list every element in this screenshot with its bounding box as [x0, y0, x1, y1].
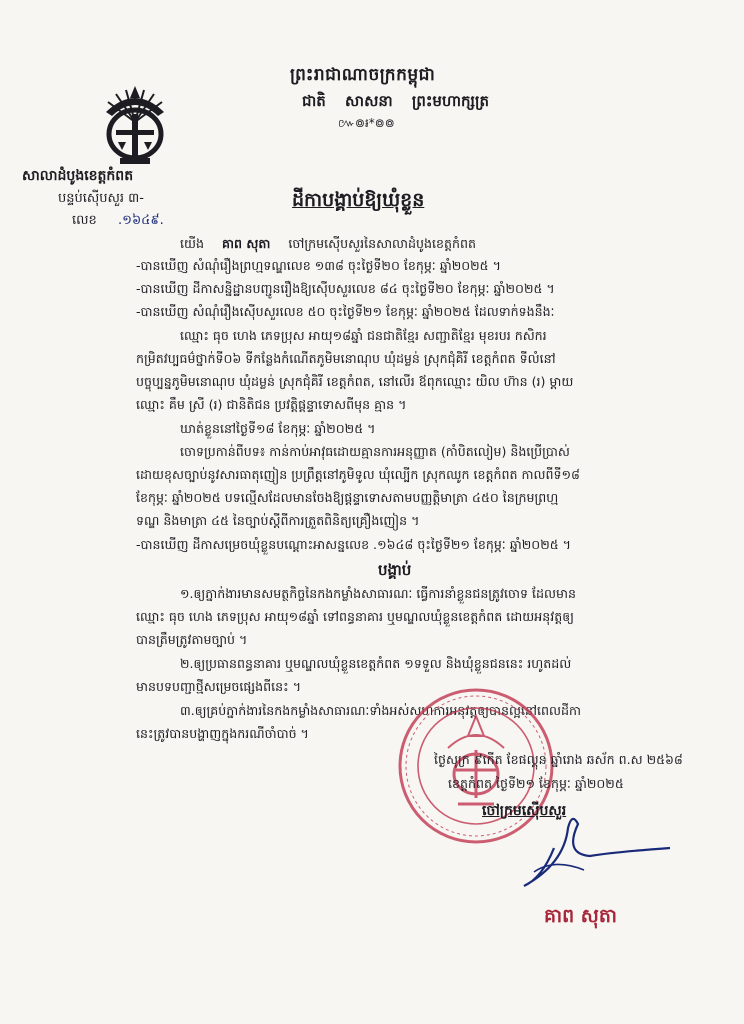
- person-line: ឈ្មោះ ធុច ហេង ភេទប្រុស អាយុ១៨ឆ្នាំ ជនជាតិខ្មែរ សញ្ជាតិខ្មែរ មុខរបរ កសិករ: [180, 328, 547, 343]
- signer-name: គាព សុតា: [544, 905, 617, 927]
- intro-rest: ចៅក្រមស៊ើបសួរនៃសាលាដំបូងខេត្តកំពត: [288, 236, 476, 251]
- judge-name: គាព សុតា: [222, 236, 271, 251]
- order-line: ១.ឲ្យភ្នាក់ងារមានសមត្ថកិច្ចនៃកងកម្លាំងសាធារណៈ ធ្វើការនាំខ្លួនជនត្រូវចោទ ដែលមាន: [180, 586, 577, 601]
- consideration-line: -បានឃើញ ដីកាសន្និដ្ឋានបញ្ជូនរឿងឱ្យស៊ើបសួរលេខ ៨៤ ចុះថ្ងៃទី២០ ខែកុម្ភៈ ឆ្នាំ២០២៥ ។: [136, 281, 555, 296]
- document-number: .១៦៤៩.: [118, 213, 164, 228]
- signature-icon: [494, 808, 674, 890]
- person-line: ឈ្មោះ គឹម ស្រី (រ) ជានិតិជន ប្រវត្តិផ្ដន្ទាទោសពីមុន គ្មាន ។: [136, 397, 407, 412]
- kingdom-header: ព្រះរាជាណាចក្រកម្ពុជា: [290, 65, 436, 85]
- motto-header: ជាតិ សាសនា ព្រះមហាក្សត្រ: [302, 92, 489, 110]
- issuing-office: បន្ទប់ស៊ើបសួរ ៣-: [58, 191, 144, 206]
- consideration-line: -បានឃើញ សំណុំរឿងស៊ើបសួរលេខ ៥០ ចុះថ្ងៃទី២១ ខែកុម្ភៈ ឆ្នាំ២០២៥ ដែលទាក់ទងនឹងៈ: [136, 304, 555, 319]
- order-line: នេះត្រូវបានបង្ហាញក្នុងករណីចាំបាច់ ។: [136, 726, 309, 741]
- charge-line: ទណ្ឌ និងមាត្រា ៤៥ នៃច្បាប់ស្ដីពីការត្រួតពិនិត្យគ្រឿងញៀន ។: [136, 513, 420, 528]
- signer-title: ចៅក្រមស៊ើបសួរ: [482, 803, 567, 819]
- issuing-court: សាលាដំបូងខេត្តកំពត: [22, 168, 134, 184]
- court-emblem-icon: [96, 82, 174, 168]
- order-line: ឈ្មោះ ធុច ហេង ភេទប្រុស អាយុ១៨ឆ្នាំ ទៅពន្ធនាគារ ឬមណ្ឌលឃុំខ្លួនខេត្តកំពត ដោយអនុវត្តឲ្យ: [136, 609, 574, 624]
- person-line: កម្រិតវប្បធម៌ថ្នាក់ទី០៦ ទីកន្លែងកំណើតភូមិមនោណុប ឃុំដម្លន់ ស្រុកជុំគិរី ខេត្តកំពត ទីលំនៅ: [136, 351, 556, 366]
- we-label: យើង: [180, 236, 204, 251]
- order-line: ៣.ឲ្យគ្រប់ភ្នាក់ងារនៃកងកម្លាំងសាធារណៈទាំងអស់សហការអនុវត្តឲ្យបានល្អនៅពេលដីកា: [180, 703, 581, 718]
- consideration-line: -បានឃើញ សំណុំរឿងព្រហ្មទណ្ឌលេខ ១៣៨ ចុះថ្ងៃទី២០ ខែកុម្ភៈ ឆ្នាំ២០២៥ ។: [136, 258, 501, 273]
- page-title: ដីកាបង្គាប់ឱ្យឃុំខ្លួន: [292, 189, 425, 211]
- charge-line: ដោយខុសច្បាប់នូវសារធាតុញៀន ប្រព្រឹត្តនៅភូមិទូល ឃុំល្បើក ស្រុកឈូក ខេត្តកំពត កាលពីទី១៨: [136, 467, 580, 482]
- order-line: ២.ឲ្យប្រធានពន្ធនាគារ ឬមណ្ឌលឃុំខ្លួនខេត្តកំពត ១ទទួល និងឃុំខ្លួនជននេះ រហូតដល់: [180, 656, 572, 671]
- arrest-line: ឃាត់ខ្លួននៅថ្ងៃទី១៨ ខែកុម្ភៈ ឆ្នាំ២០២៥ ។: [180, 421, 376, 436]
- intro-line: [180, 236, 476, 252]
- last-consideration: -បានឃើញ ដីកាសម្រេចឃុំខ្លួនបណ្តោះអាសន្នលេខ .១៦៤៨ ចុះថ្ងៃទី២១ ខែកុម្ភៈ ឆ្នាំ២០២៥ ។: [136, 537, 571, 552]
- order-heading: បង្គាប់: [378, 561, 412, 579]
- charge-line: ចោទប្រកាន់ពីបទ៖ កាន់កាប់អាវុធដោយគ្មានការអនុញ្ញាត (កាំបិតលៀម) និងប្រើប្រាស់: [180, 444, 570, 459]
- header-ornament: ៚៙៛*៙៙: [338, 116, 395, 130]
- date-lunar: ថ្ងៃសុក្រ ៩កើត ខែផល្គុន ឆ្នាំរោង ឆស័ក ព.ស ២៥៦៨: [434, 752, 683, 767]
- charge-line: ខែកុម្ភៈ ឆ្នាំ២០២៥ បទល្មើសដែលមានចែងឱ្យផ្តន្ទាទោសតាមបញ្ញត្តិមាត្រា ៤៥០ នៃក្រមព្រហ្ម: [136, 490, 559, 505]
- date-solar: ខេត្តកំពត ថ្ងៃទី២១ ខែកុម្ភៈ ឆ្នាំ២០២៥: [448, 776, 624, 791]
- person-line: បច្ចុប្បន្នភូមិមនោណុប ឃុំដម្លន់ ស្រុកជុំគិរី ខេត្តកំពត, នៅលើរ ឪពុកឈ្មោះ យិល ហ៊ាន (រ) ម្ដាយ: [136, 374, 574, 389]
- order-line: មានបទបញ្ជាថ្មីសម្រេចផ្សេងពីនេះ ។: [136, 679, 301, 694]
- document-number-label: លេខ: [72, 213, 97, 228]
- order-line: បានត្រឹមត្រូវតាមច្បាប់ ។: [136, 632, 248, 647]
